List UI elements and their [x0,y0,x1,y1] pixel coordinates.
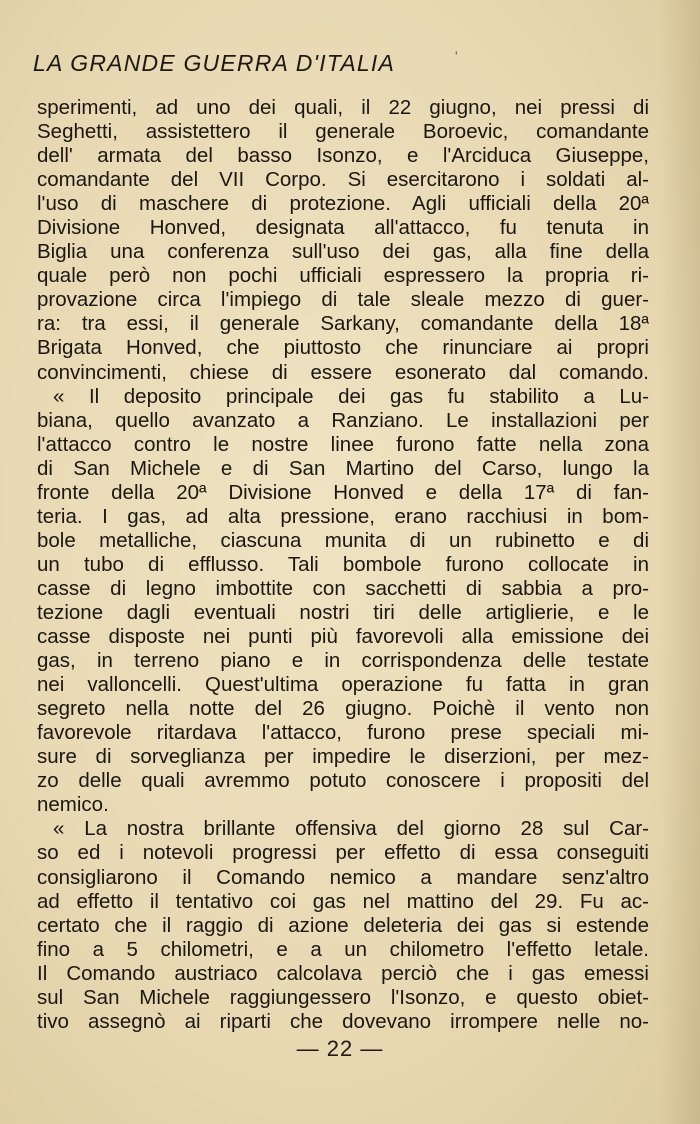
text-line: sperimenti, ad uno dei quali, il 22 giugno, nei pressi di [37,96,649,119]
text-line: nemico. [37,793,109,817]
running-head: LA GRANDE GUERRA D'ITALIA [33,50,395,76]
text-line: fino a 5 chilometri, e a un chilometro l'effetto letale. [37,937,649,961]
text-line: comandante del VII Corpo. Si esercitarono i soldati al- [37,168,649,192]
page-number: — 22 — [296,1036,384,1061]
text-line: Biglia una conferenza sull'uso dei gas, alla fine della [37,240,649,264]
text-line: consigliarono il Comando nemico a mandare senz'altro [37,865,649,889]
text-line: di San Michele e di San Martino del Carso, lungo la [37,456,649,480]
text-line: l'attacco contro le nostre linee furono fatte nella zona [37,432,649,456]
text-line: favorevole ritardava l'attacco, furono prese speciali mi- [37,721,649,745]
text-line: certato che il raggio di azione deleteria dei gas si estende [37,913,649,937]
text-line: sure di sorveglianza per impedire le diserzioni, per mez- [37,745,649,769]
text-line: ra: tra essi, il generale Sarkany, comandante della 18ª [37,312,649,336]
text-line: casse di legno imbottite con sacchetti di sabbia a pro- [37,576,649,600]
text-line: segreto nella notte del 26 giugno. Poichè il vento non [37,697,649,721]
text-line: convincimenti, chiese di essere esonerato dal comando. [37,360,649,384]
text-line: un tubo di efflusso. Tali bombole furono collocate in [37,552,649,576]
text-line: fronte della 20ª Divisione Honved e della 17ª di fan- [37,480,649,504]
text-line: casse disposte nei punti più favorevoli alla emissione dei [37,625,649,649]
text-line: « Il deposito principale dei gas fu stabilito a Lu- [53,384,649,408]
text-line: Brigata Honved, che piuttosto che rinunciare ai propri [37,336,649,360]
text-line: provazione circa l'impiego di tale sleale mezzo di guer- [37,288,649,312]
text-line: gas, in terreno piano e in corrispondenza delle testate [37,649,649,673]
text-line: teria. I gas, ad alta pressione, erano racchiusi in bom- [37,504,649,528]
text-line: quale però non pochi ufficiali espressero la propria ri- [37,264,649,288]
text-line: ad effetto il tentativo coi gas nel mattino del 29. Fu ac- [37,889,649,913]
text-line: Seghetti, assistettero il generale Boroevic, comandante [37,120,649,144]
text-line: Divisione Honved, designata all'attacco, fu tenuta in [37,216,649,240]
text-line: Il Comando austriaco calcolava perciò che i gas emessi [37,961,649,985]
print-mark: ' [455,48,458,64]
text-line: « La nostra brillante offensiva del giorno 28 sul Car- [53,817,649,841]
text-line: l'uso di maschere di protezione. Agli ufficiali della 20ª [37,192,649,216]
text-line: nei valloncelli. Quest'ultima operazione fu fatta in gran [37,673,649,697]
text-line: biana, quello avanzato a Ranziano. Le installazioni per [37,408,649,432]
body-text [37,96,649,1034]
text-line: dell' armata del basso Isonzo, e l'Arciduca Giuseppe, [37,144,649,168]
text-line: zo delle quali avremmo potuto conoscere i propositi del [37,769,649,793]
text-line: sul San Michele raggiungessero l'Isonzo, e questo obiet- [37,985,649,1009]
page-edge-shadow [660,0,700,1124]
text-line: so ed i notevoli progressi per effetto di essa conseguiti [37,841,649,865]
text-line: bole metalliche, ciascuna munita di un rubinetto e di [37,528,649,552]
text-line: tivo assegnò ai riparti che dovevano irrompere nelle no- [37,1009,649,1033]
text-line: tezione dagli eventuali nostri tiri delle artiglierie, e le [37,600,649,624]
